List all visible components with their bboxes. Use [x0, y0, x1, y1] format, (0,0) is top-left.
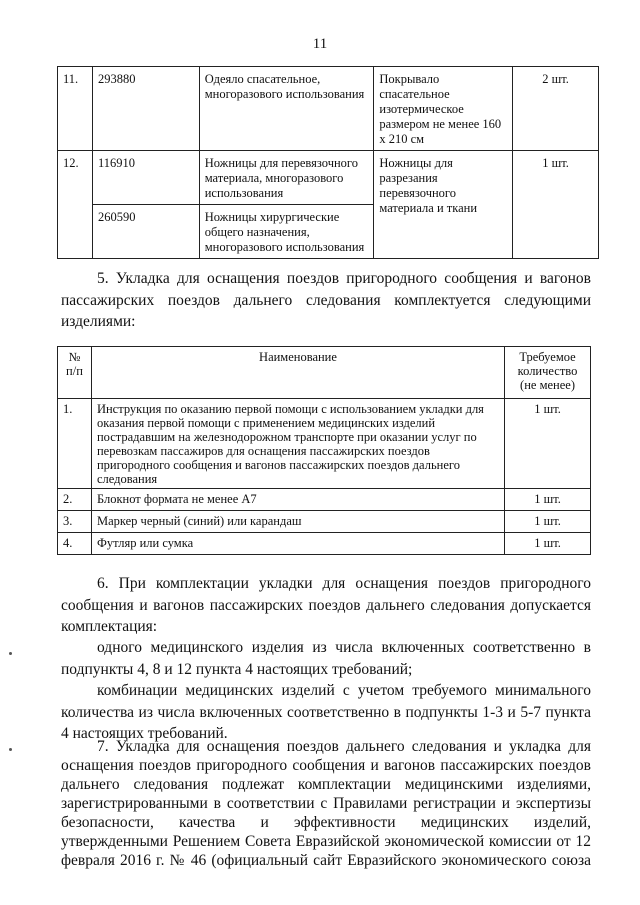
item-name: Маркер черный (синий) или карандаш — [91, 511, 504, 533]
item-quantity: 1 шт. — [505, 533, 591, 555]
device-code: 116910 — [92, 151, 199, 205]
item-quantity: 1 шт. — [505, 511, 591, 533]
row-number: 4. — [58, 533, 92, 555]
header-quantity: Требуемое количество (не менее) — [505, 347, 591, 399]
item-name: Блокнот формата не менее А7 — [91, 489, 504, 511]
section-7-text: 7. Укладка для оснащения поездов дальнего следования и укладка для оснащения поездов пригородного сообщения и вагонов пассажирских поездов дальнего следования подлежат комплектации медицинскими изделиями, зарегистрированными в соответствии с Правилами регистрации и экспертизы безопасности, качества и эффективности медицинских изделий, утвержденными Решением Совета Евразийской экономической комиссии от 12 февраля 2016 г. № 46 (официальный сайт Евразийского экономического союза — [61, 738, 591, 869]
devices-table-continued — [57, 66, 599, 259]
item-quantity: 1 шт. — [505, 489, 591, 511]
table-header-row — [58, 347, 591, 399]
margin-mark — [9, 748, 12, 751]
device-purpose: Ножницы для разрезания перевязочного материала и ткани — [374, 151, 513, 259]
row-number: 3. — [58, 511, 92, 533]
header-number: № п/п — [58, 347, 92, 399]
table-row — [58, 533, 591, 555]
table-row — [58, 511, 591, 533]
kit-contents-table — [57, 346, 591, 555]
page-number: 11 — [312, 36, 328, 52]
row-number: 1. — [58, 399, 92, 489]
section-6-item-1: одного медицинского изделия из числа включенных соответственно в подпункты 4, 8 и 12 пункта 4 настоящих требований; — [61, 639, 591, 678]
device-code: 260590 — [92, 205, 199, 259]
row-number: 2. — [58, 489, 92, 511]
section-6-intro: 6. При комплектации укладки для оснащения поездов пригородного сообщения и вагонов пассажирских поездов дальнего следования допускается комплектация: — [61, 575, 591, 635]
section-5-text: 5. Укладка для оснащения поездов пригородного сообщения и вагонов пассажирских поездов дальнего следования комплектуется следующими изделиями: — [61, 270, 591, 330]
device-purpose: Покрывало спасательное изотермическое размером не менее 160 х 210 см — [374, 67, 513, 151]
device-name: Ножницы для перевязочного материала, многоразового использования — [199, 151, 374, 205]
device-code: 293880 — [92, 67, 199, 151]
device-name: Ножницы хирургические общего назначения, многоразового использования — [199, 205, 374, 259]
item-name: Инструкция по оказанию первой помощи с использованием укладки для оказания первой помощи с применением медицинских изделий пострадавшим на железнодорожном транспорте при оказании услуг по перевозкам пассажиров для оснащения пассажирских поездов пригородного сообщения и вагонов пассажирских поездов дальнего следования — [91, 399, 504, 489]
row-number: 11. — [58, 67, 93, 151]
table-row — [58, 151, 599, 205]
item-name: Футляр или сумка — [91, 533, 504, 555]
header-name: Наименование — [91, 347, 504, 399]
section-6-item-2: комбинации медицинских изделий с учетом требуемого минимального количества из числа включенных соответственно в подпункты 1-3 и 5-7 пункта 4 настоящих требований. — [61, 682, 591, 742]
device-quantity: 1 шт. — [513, 151, 599, 259]
item-quantity: 1 шт. — [505, 399, 591, 489]
table-row — [58, 67, 599, 151]
device-quantity: 2 шт. — [513, 67, 599, 151]
margin-mark — [9, 652, 12, 655]
table-row — [58, 399, 591, 489]
table-row — [58, 489, 591, 511]
row-number: 12. — [58, 151, 93, 259]
device-name: Одеяло спасательное, многоразового использования — [199, 67, 374, 151]
